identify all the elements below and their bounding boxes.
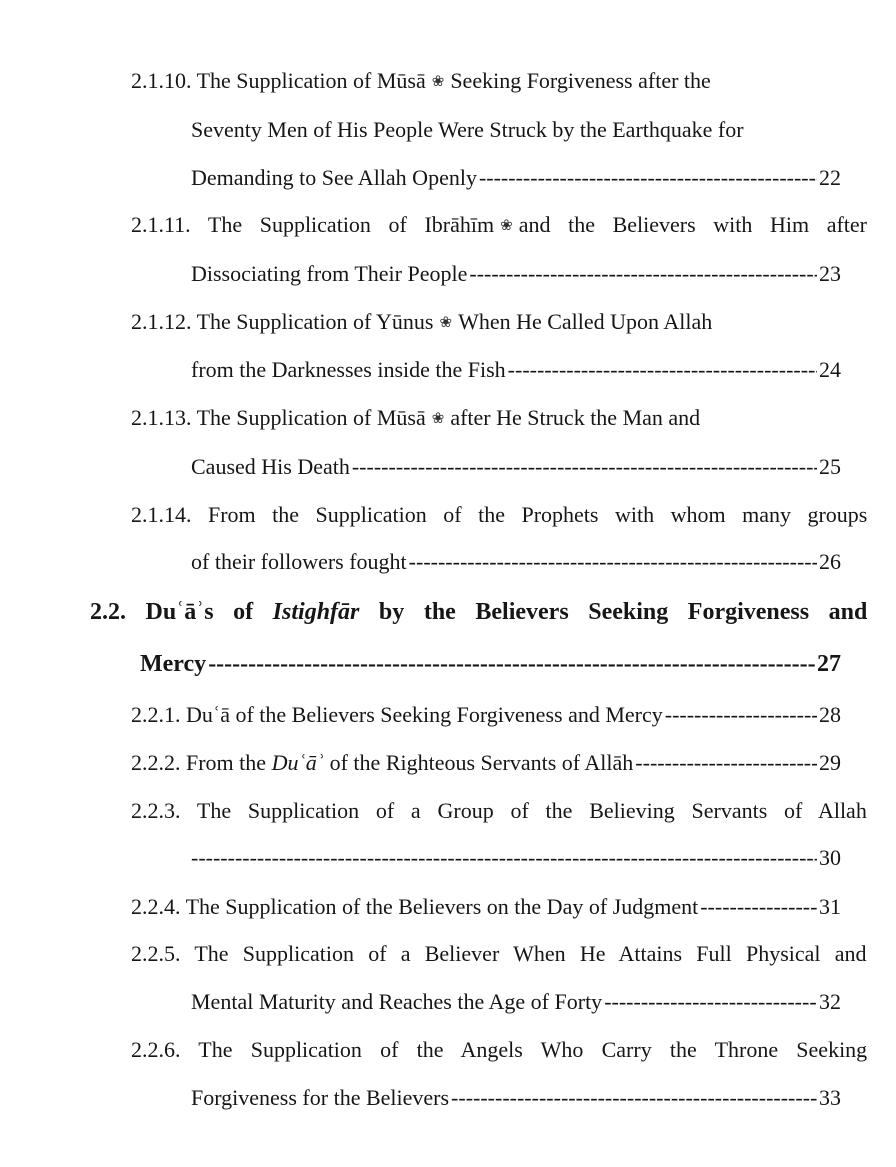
dot-leader (635, 748, 817, 778)
dot-leader (409, 547, 817, 577)
toc-section-2-2-line-1[interactable] (90, 597, 867, 627)
toc-entry-2-1-13-line-2 (191, 452, 841, 482)
toc-entry-2-1-14-line-1[interactable] (131, 500, 867, 530)
toc-entry-2-2-2[interactable] (131, 748, 841, 778)
toc-entry-2-1-12-line-1[interactable] (131, 307, 867, 338)
entry-text: When He Called Upon Allah (458, 309, 713, 334)
toc-entry-2-1-11-line-1[interactable] (131, 210, 867, 241)
entry-text: 2.1.12. The Supplication of Yūnus (131, 309, 434, 334)
dot-leader (191, 843, 817, 873)
dot-leader (352, 452, 817, 482)
dot-leader (469, 259, 817, 289)
page-number: 23 (819, 261, 841, 286)
page-number: 29 (819, 750, 841, 775)
entry-text: Seeking Forgiveness after the (450, 68, 711, 93)
dot-leader (208, 649, 815, 679)
page-number: 33 (819, 1085, 841, 1110)
entry-text: 2.1.13. The Supplication of Mūsā (131, 405, 426, 430)
section-title: Mercy (140, 651, 207, 677)
page-number: 27 (817, 651, 841, 677)
toc-entry-2-1-10-line-3 (191, 163, 841, 193)
entry-text: 2.2.4. The Supplication of the Believers on the Day of Judgment (131, 894, 699, 919)
toc-entry-2-1-11-line-2 (191, 259, 841, 289)
dot-leader (665, 700, 817, 730)
toc-entry-2-1-10-line-2 (191, 115, 867, 145)
toc-entry-2-2-5-line-1[interactable] (131, 939, 867, 969)
page-number: 32 (819, 989, 841, 1014)
page-number: 22 (819, 165, 841, 190)
entry-text: 2.2.6. The Supplication of the Angels Who Carry the Throne Seeking (131, 1037, 868, 1062)
dot-leader (508, 355, 817, 385)
honorific-icon: ❀ (500, 218, 513, 234)
entry-text: Demanding to See Allah Openly (191, 165, 477, 190)
toc-entry-2-2-1[interactable] (131, 700, 841, 730)
page-number: 30 (819, 845, 841, 870)
toc-entry-2-2-5-line-2 (191, 987, 841, 1017)
toc-section-2-2-line-2 (140, 649, 841, 679)
entry-text: 2.2.5. The Supplication of a Believer When He Attains Full Physical and (131, 941, 867, 966)
toc-entry-2-1-13-line-1[interactable] (131, 403, 867, 434)
honorific-icon: ❀ (439, 315, 453, 331)
entry-text: Caused His Death (191, 454, 350, 479)
entry-text: and the Believers with Him after (518, 212, 867, 237)
page-number: 28 (819, 702, 841, 727)
entry-text: of their followers fought (191, 549, 407, 574)
toc-entry-2-2-4[interactable] (131, 892, 841, 922)
entry-text: 2.2.1. Duʿā of the Believers Seeking Forgiveness and Mercy (131, 702, 663, 727)
toc-entry-2-2-3-line-2 (191, 843, 841, 873)
entry-text: of the Righteous Servants of Allāh (324, 750, 634, 775)
entry-text: Mental Maturity and Reaches the Age of Forty (191, 989, 603, 1014)
dot-leader (700, 892, 817, 922)
entry-text: Dissociating from Their People (191, 261, 468, 286)
toc-entry-2-1-10-line-1[interactable] (131, 66, 867, 97)
section-title: by the Believers Seeking Forgiveness and (359, 599, 868, 625)
dot-leader (604, 987, 817, 1017)
entry-text: 2.1.10. The Supplication of Mūsā (131, 68, 426, 93)
entry-text: from the Darknesses inside the Fish (191, 357, 506, 382)
dot-leader (451, 1083, 817, 1113)
toc-entry-2-2-6-line-1[interactable] (131, 1035, 867, 1065)
page-number: 31 (819, 894, 841, 919)
honorific-icon: ❀ (431, 74, 445, 90)
entry-text: 2.1.11. The Supplication of Ibrāhīm (131, 212, 495, 237)
entry-text-italic: Duʿāʾ (271, 750, 325, 775)
page-number: 24 (819, 357, 841, 382)
section-title: 2.2. Duʿāʾs of (90, 599, 273, 625)
entry-text: 2.2.2. From the (131, 750, 272, 775)
dot-leader (479, 163, 817, 193)
page-number: 25 (819, 454, 841, 479)
page-number: 26 (819, 549, 841, 574)
section-title-italic: Istighfār (272, 599, 360, 625)
toc-entry-2-1-14-line-2 (191, 547, 841, 577)
honorific-icon: ❀ (431, 411, 445, 427)
toc-entry-2-1-12-line-2 (191, 355, 841, 385)
entry-text: after He Struck the Man and (450, 405, 701, 430)
entry-text: Seventy Men of His People Were Struck by the Earthquake for (191, 117, 744, 142)
toc-entry-2-2-6-line-2 (191, 1083, 841, 1113)
entry-text: Forgiveness for the Believers (191, 1085, 450, 1110)
toc-entry-2-2-3-line-1[interactable] (131, 796, 867, 826)
entry-text: 2.2.3. The Supplication of a Group of the Believing Servants of Allah (131, 798, 867, 823)
entry-text: 2.1.14. From the Supplication of the Prophets with whom many groups (131, 502, 868, 527)
